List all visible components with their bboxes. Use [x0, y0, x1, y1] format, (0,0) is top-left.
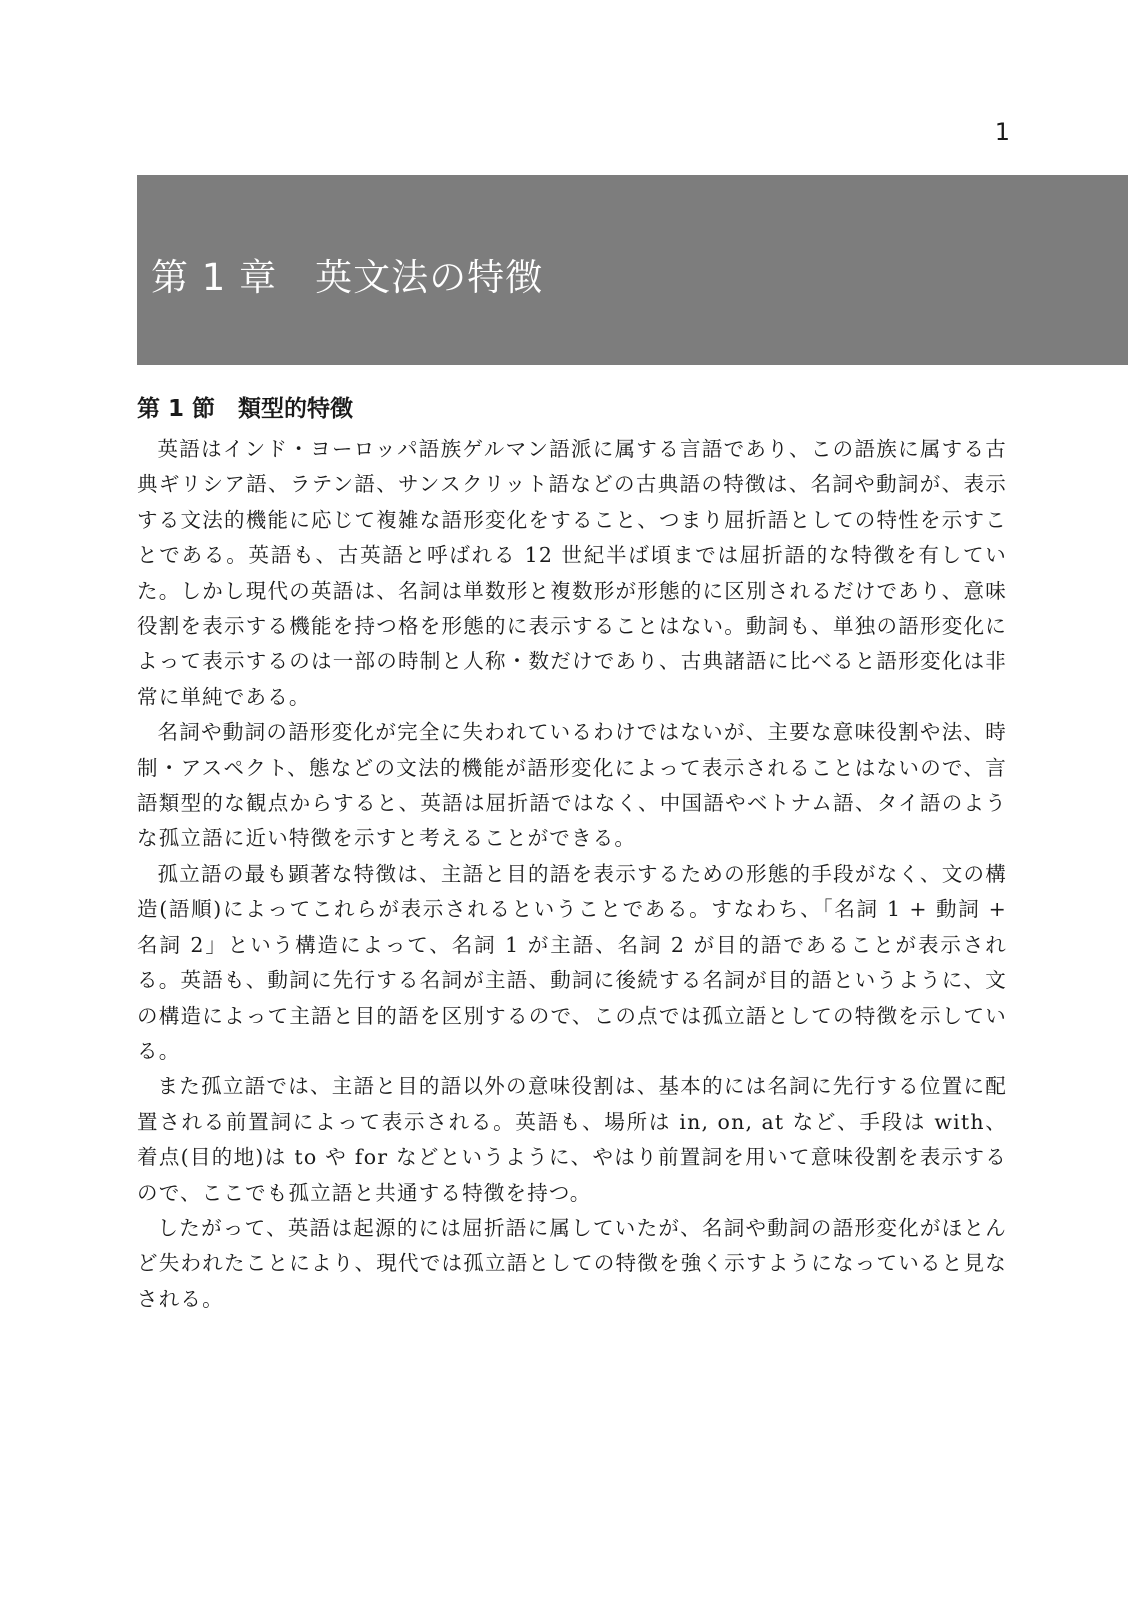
page-number: 1 [994, 118, 1010, 146]
paragraph: 孤立語の最も顕著な特徴は、主語と目的語を表示するための形態的手段がなく、文の構造(語順)によってこれらが表示されるということである。すなわち、「名詞 1 + 動詞 + 名詞 2」という構造によって、名詞 1 が主語、名詞 2 が目的語であることが表示される。英語も、動詞に先行する名詞が主語、動詞に後続する名詞が目的語というように、文の構造によって主語と目的語を区別するので、この点では孤立語としての特徴を示している。 [137, 861, 1007, 1063]
section-title: 第 1 節 類型的特徴 [137, 396, 354, 422]
paragraph: したがって、英語は起源的には屈折語に属していたが、名詞や動詞の語形変化がほとんど失われたことにより、現代では孤立語としての特徴を強く示すようになっていると見なされる。 [137, 1215, 1007, 1311]
paragraph: また孤立語では、主語と目的語以外の意味役割は、基本的には名詞に先行する位置に配置される前置詞によって表示される。英語も、場所は in, on, at など、手段は with、着点(目的地)は to や for などというように、やはり前置詞を用いて意味役割を表示するので、ここでも孤立語と共通する特徴を持つ。 [137, 1074, 1007, 1205]
chapter-title: 第 1 章 英文法の特徴 [151, 256, 544, 299]
main-content [137, 392, 1007, 1317]
paragraph: 英語はインド・ヨーロッパ語族ゲルマン語派に属する言語であり、この語族に属する古典ギリシア語、ラテン語、サンスクリット語などの古典語の特徴は、名詞や動詞が、表示する文法的機能に応じて複雑な語形変化をすること、つまり屈折語としての特性を示すことである。英語も、古英語と呼ばれる 12 世紀半ば頃までは屈折語的な特徴を有していた。しかし現代の英語は、名詞は単数形と複数形が形態的に区別されるだけであり、意味役割を表示する機能を持つ格を形態的に表示することはない。動詞も、単独の語形変化によって表示するのは一部の時制と人称・数だけであり、古典諸語に比べると語形変化は非常に単純である。 [137, 437, 1007, 709]
chapter-header-band [137, 175, 1128, 365]
paragraph: 名詞や動詞の語形変化が完全に失われているわけではないが、主要な意味役割や法、時制・アスペクト、態などの文法的機能が語形変化によって表示されることはないので、言語類型的な観点からすると、英語は屈折語ではなく、中国語やベトナム語、タイ語のような孤立語に近い特徴を示すと考えることができる。 [137, 720, 1007, 851]
